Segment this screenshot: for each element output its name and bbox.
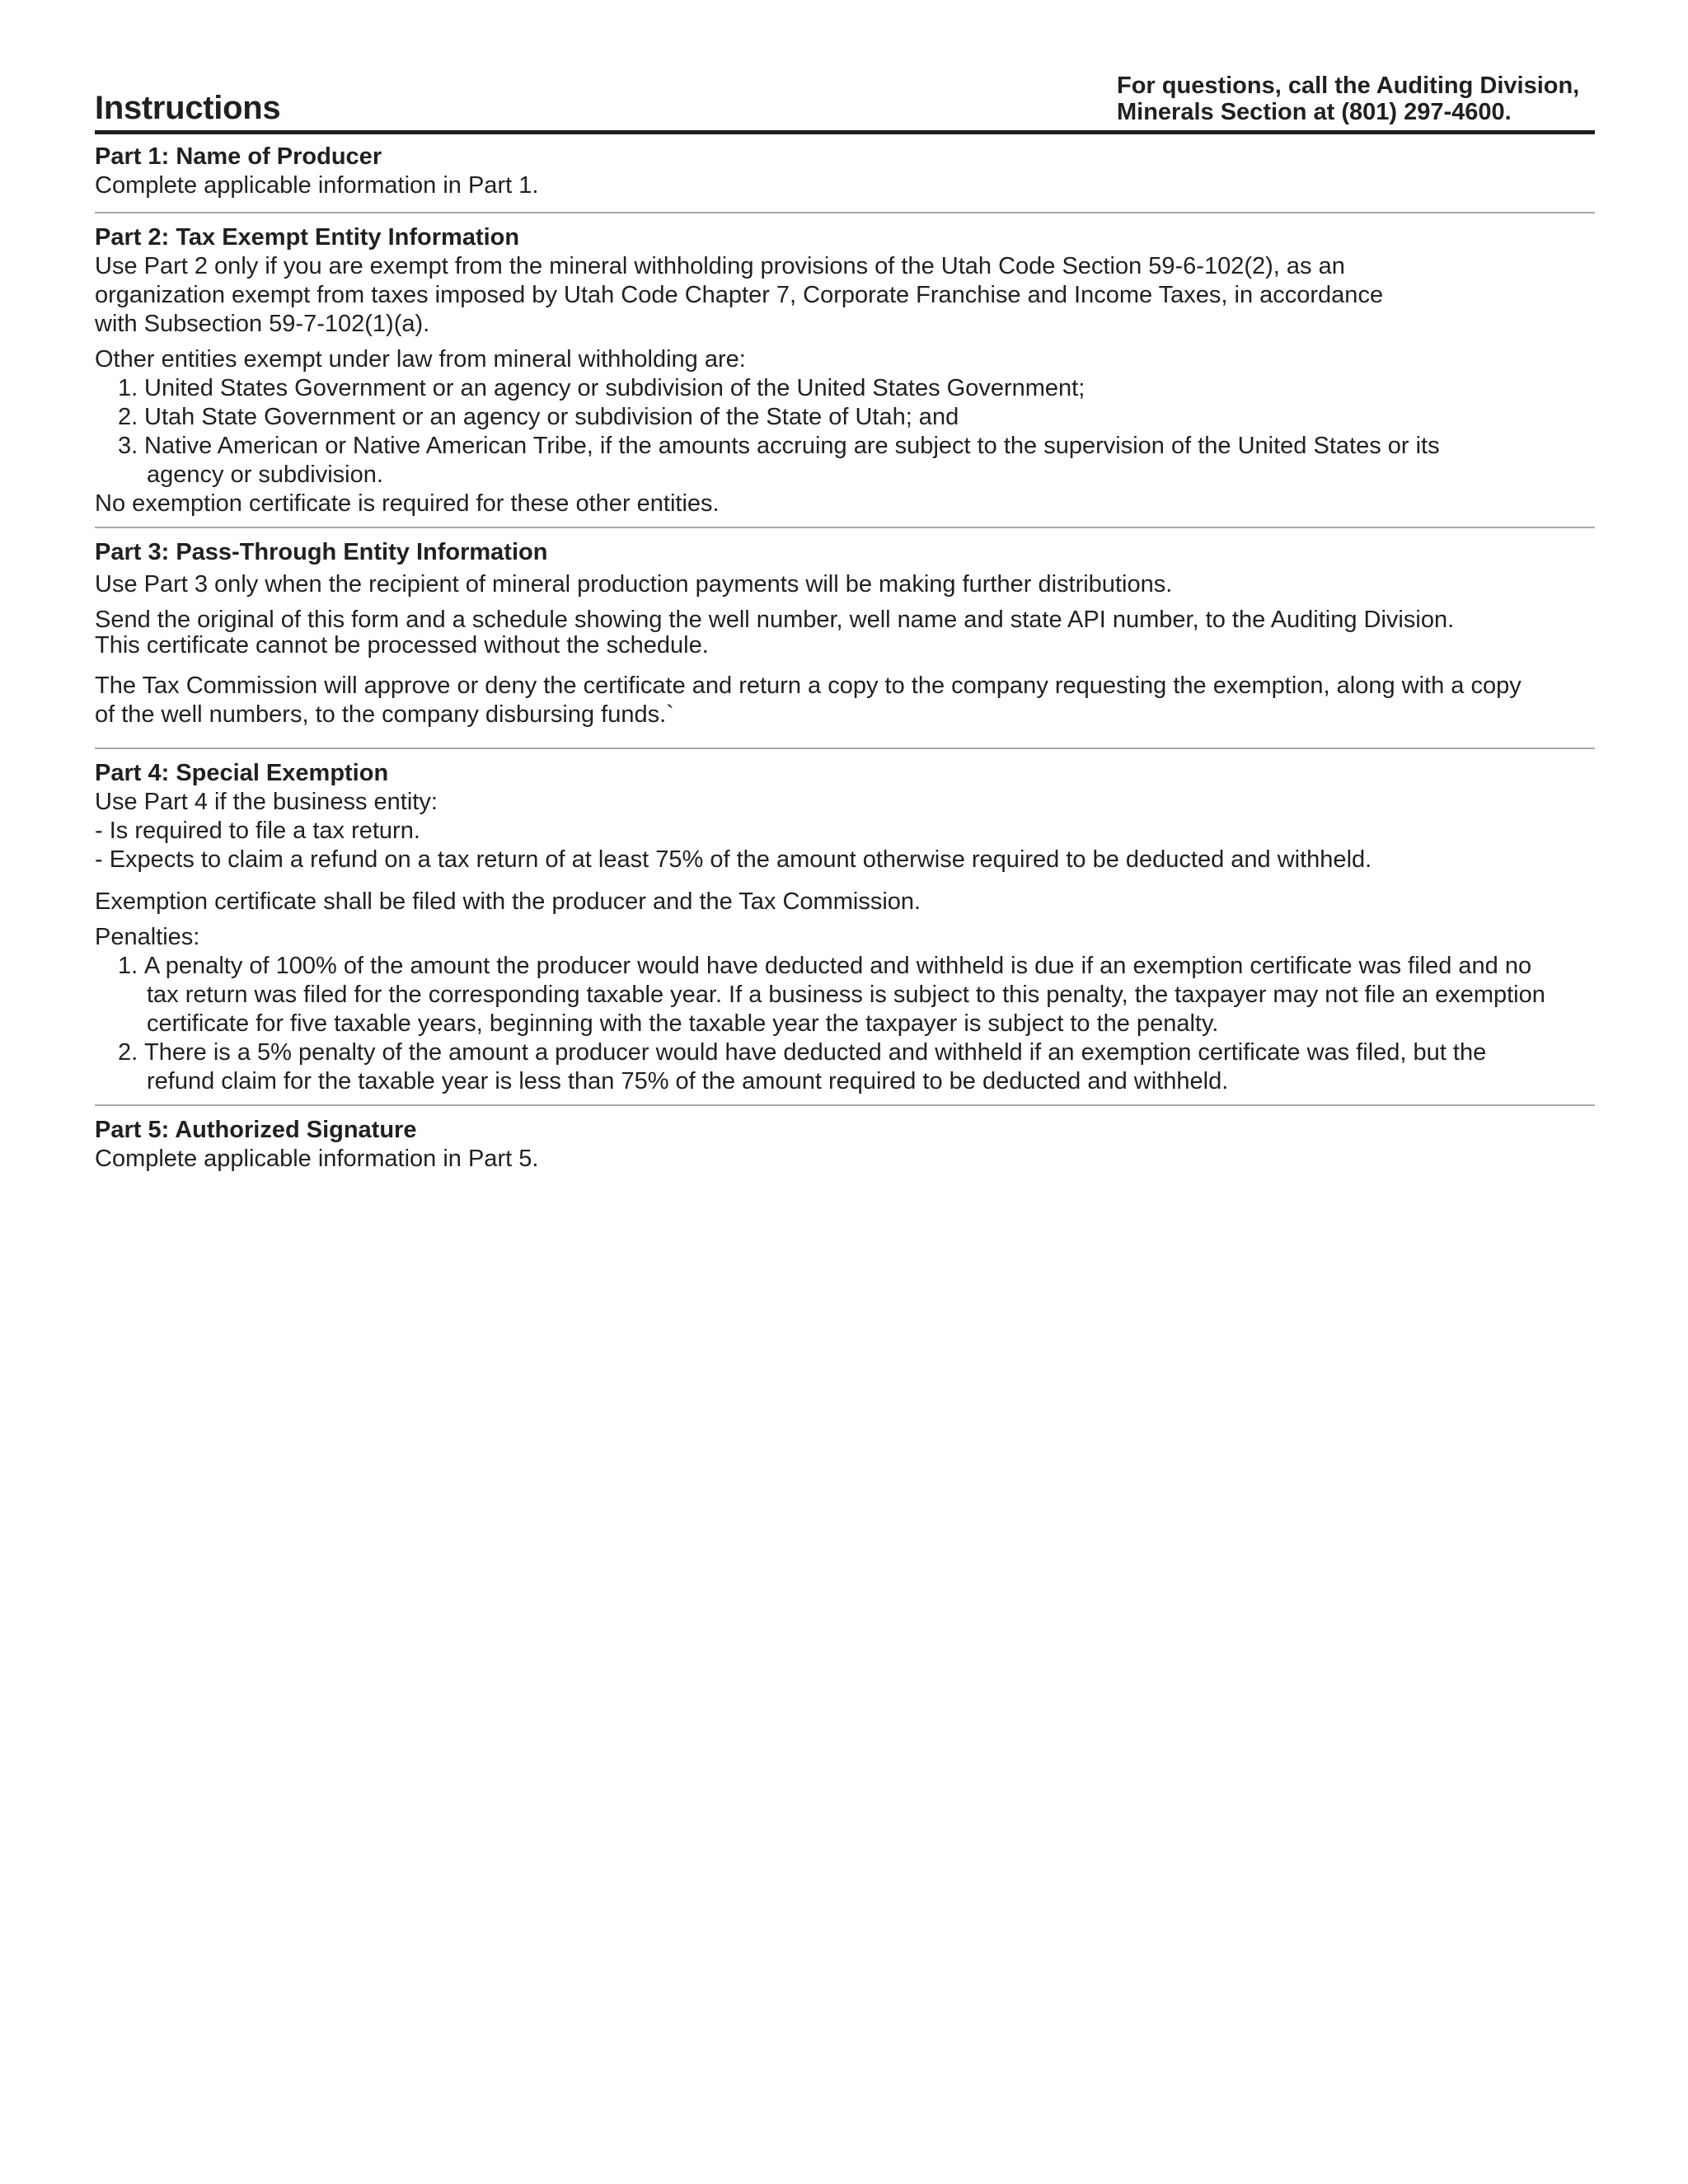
page-title: Instructions [95,90,281,126]
part-5-heading: Part 5: Authorized Signature [95,1117,417,1143]
part-2-heading: Part 2: Tax Exempt Entity Information [95,224,520,251]
list-number: 2. [118,404,138,430]
part-2-section [95,223,1595,518]
contact-line-1: For questions, call the Auditing Division, [1117,73,1580,99]
part-1-heading: Part 1: Name of Producer [95,143,382,170]
part-4-heading: Part 4: Special Exemption [95,760,389,786]
instructions-page [95,66,1595,1174]
list-text: A penalty of 100% of the amount the producer would have deducted and withheld is due if an exemption certificate was filed and no [144,953,1532,979]
section-divider [95,212,1595,213]
part-3-para-2-line-1: Send the original of this form and a schedule showing the well number, well name and state API number, to the Auditing Division. [95,607,1455,633]
list-text-continued: tax return was filed for the corresponding taxable year. If a business is subject to this penalty, the taxpayer may not file an exemption [147,982,1545,1008]
exempt-entity-item [95,374,1595,403]
part-3-para-1: Use Part 3 only when the recipient of mineral production payments will be making further distributions. [95,571,1173,598]
part-1-text: Complete applicable information in Part 1. [95,172,539,199]
part-3-section [95,538,1595,729]
contact-info [1117,73,1579,125]
part-5-text: Complete applicable information in Part 5. [95,1146,539,1172]
part-4-section [95,759,1595,1096]
penalty-item [95,952,1595,1038]
list-number: 1. [118,953,138,979]
section-divider [95,748,1595,749]
penalty-item [95,1038,1595,1096]
part-2-line-3: with Subsection 59-7-102(1)(a). [95,311,430,337]
list-number: 1. [118,375,138,401]
list-text: Utah State Government or an agency or subdivision of the State of Utah; and [144,404,959,430]
part-3-para-3-line-2: of the well numbers, to the company disbursing funds.` [95,701,674,728]
part-2-line-1: Use Part 2 only if you are exempt from the mineral withholding provisions of the Utah Code Section 59-6-102(2), as an [95,253,1345,279]
section-divider [95,527,1595,528]
section-divider [95,1104,1595,1106]
list-text-continued: certificate for five taxable years, beginning with the taxable year the taxpayer is subject to the penalty. [147,1010,1219,1037]
part-3-heading: Part 3: Pass-Through Entity Information [95,539,548,565]
part-4-intro: Use Part 4 if the business entity: [95,789,438,815]
list-text: United States Government or an agency or subdivision of the United States Government; [144,375,1085,401]
list-text-continued: agency or subdivision. [147,462,383,488]
part-5-section [95,1116,1595,1174]
list-text-continued: refund claim for the taxable year is less than 75% of the amount required to be deducted and withheld. [147,1068,1229,1094]
part-1-section [95,143,1595,200]
part-2-other-intro: Other entities exempt under law from mineral withholding are: [95,346,746,373]
part-2-line-2: organization exempt from taxes imposed by Utah Code Chapter 7, Corporate Franchise and Income Taxes, in accordance [95,282,1384,308]
list-number: 2. [118,1039,138,1066]
list-number: 3. [118,433,138,459]
exempt-entity-item [95,432,1595,490]
penalties-label: Penalties: [95,924,200,950]
contact-line-2: Minerals Section at (801) 297-4600. [1117,99,1512,125]
part-4-bullet: - Is required to file a tax return. [95,818,420,844]
part-3-para-2-line-2: This certificate cannot be processed without the schedule. [95,632,709,658]
part-2-closing: No exemption certificate is required for these other entities. [95,490,720,517]
part-3-para-3-line-1: The Tax Commission will approve or deny the certificate and return a copy to the company requesting the exemption, along with a copy [95,673,1522,699]
exempt-entity-item [95,403,1595,432]
list-text: There is a 5% penalty of the amount a producer would have deducted and withheld if an exemption certificate was filed, but the [144,1039,1487,1066]
page-header [95,66,1595,134]
list-text: Native American or Native American Tribe, if the amounts accruing are subject to the supervision of the United States or its [144,433,1440,459]
part-4-bullet: - Expects to claim a refund on a tax return of at least 75% of the amount otherwise required to be deducted and withheld. [95,846,1372,873]
part-4-filing-note: Exemption certificate shall be filed with the producer and the Tax Commission. [95,888,921,915]
